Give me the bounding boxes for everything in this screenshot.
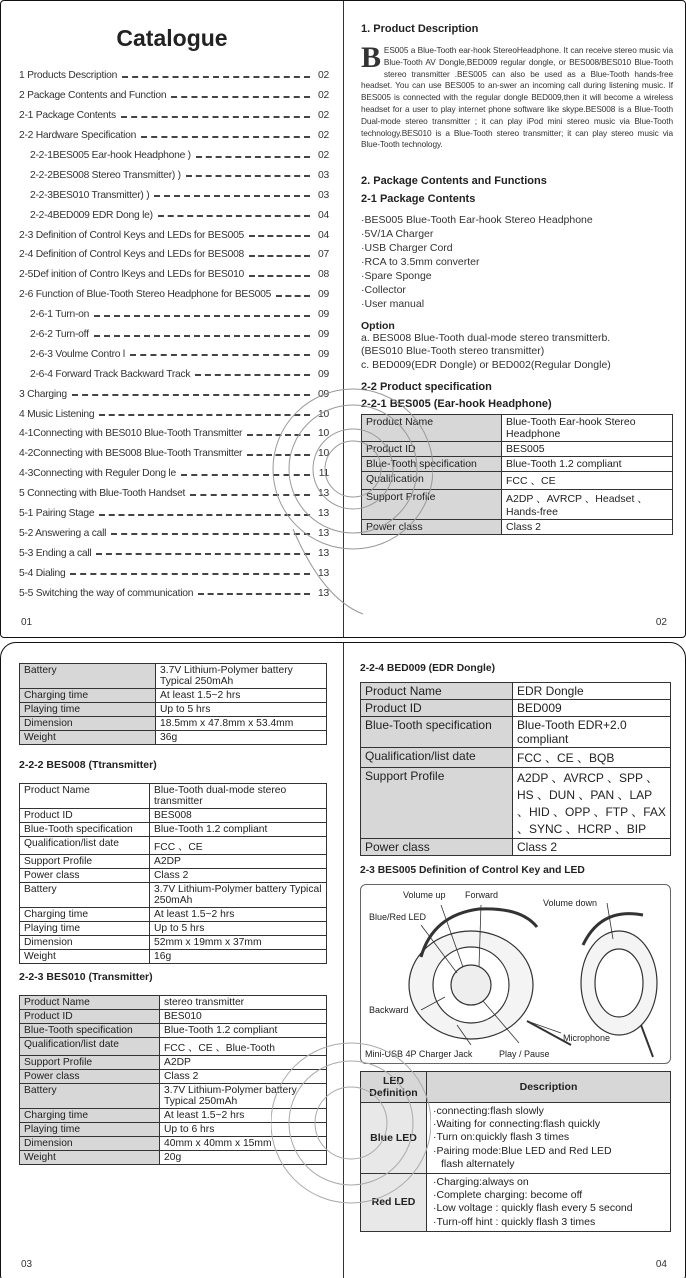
table-row xyxy=(361,1174,671,1232)
spec-value: BES005 xyxy=(502,441,673,456)
led-name: Blue LED xyxy=(361,1103,427,1174)
list-item: · Charging:always on xyxy=(433,1176,666,1189)
spec-key: Playing time xyxy=(20,922,150,936)
table-row xyxy=(361,748,671,768)
toc-entry-title: 2-6 Function of Blue-Tooth Stereo Headphone for BES005 xyxy=(19,289,272,301)
spec-value: 20g xyxy=(160,1151,327,1165)
toc-page-number: 13 xyxy=(318,508,329,520)
subsection-heading: 2-2-1 BES005 (Ear-hook Headphone) xyxy=(361,397,552,410)
spec-key: Charging time xyxy=(20,908,150,922)
spec-key: Product ID xyxy=(20,1010,160,1024)
toc-entry xyxy=(19,245,329,265)
spec-key: Support Profile xyxy=(20,1056,160,1070)
toc-entry-title: 2-2 Hardware Specification xyxy=(19,130,137,142)
table-row xyxy=(20,869,327,883)
toc-page-number: 09 xyxy=(318,289,329,301)
toc-leader xyxy=(154,195,310,197)
spec-value: Blue-Tooth 1.2 compliant xyxy=(150,823,327,837)
toc-entry xyxy=(19,146,329,166)
list-item: · User manual xyxy=(361,298,673,312)
spec-value: Class 2 xyxy=(502,519,673,534)
toc-leader xyxy=(247,434,310,436)
toc-entry-title: 5-4 Dialing xyxy=(19,567,66,579)
section-heading: 1. Product Description xyxy=(361,23,479,35)
spec-key: Support Profile xyxy=(361,768,513,839)
spec-value: FCC 、CE 、Blue-Tooth xyxy=(160,1038,327,1056)
toc-leader xyxy=(195,374,310,376)
spec-value: A2DP 、AVRCP 、SPP 、HS 、DUN 、PAN 、LAP 、HID 、OPP 、FTP 、FAX 、SYNC 、HCRP 、BIP xyxy=(513,768,671,839)
table-row xyxy=(362,489,673,519)
spec-key: Weight xyxy=(20,731,156,745)
toc-entry xyxy=(19,126,329,146)
toc-entry-title: 5-5 Switching the way of communication xyxy=(19,587,194,599)
toc-entry xyxy=(19,404,329,424)
led-description-list xyxy=(427,1103,670,1173)
toc-entry xyxy=(19,424,329,444)
toc-leader xyxy=(181,474,310,476)
list-item: · Spare Sponge xyxy=(361,270,673,284)
toc-entry xyxy=(19,86,329,106)
table-row xyxy=(361,717,671,748)
spec-key: Battery xyxy=(20,883,150,908)
spec-value: 16g xyxy=(150,950,327,964)
spec-table-bes005 xyxy=(361,414,673,535)
toc-entry xyxy=(19,305,329,325)
spec-key: Dimension xyxy=(20,717,156,731)
toc-entry xyxy=(19,563,329,583)
toc-entry xyxy=(19,523,329,543)
table-row xyxy=(20,837,327,855)
label-play-pause: Play / Pause xyxy=(499,1049,550,1059)
spec-key: Power class xyxy=(20,869,150,883)
table-row xyxy=(20,950,327,964)
spec-key: Support Profile xyxy=(20,855,150,869)
toc-page-number: 10 xyxy=(318,428,329,440)
toc-entry-title: 2-2-2BES008 Stereo Transmitter) ) xyxy=(30,169,181,181)
page-catalogue xyxy=(1,1,344,637)
table-row xyxy=(20,689,327,703)
label-backward: Backward xyxy=(369,1005,409,1015)
spec-key: Blue-Tooth specification xyxy=(20,823,150,837)
spec-value: 18.5mm x 47.8mm x 53.4mm xyxy=(156,717,327,731)
spec-table-bes005-continued xyxy=(19,663,327,745)
toc-entry-title: 2-6-2 Turn-off xyxy=(30,329,89,341)
column-header: Description xyxy=(427,1072,671,1103)
toc-entry-title: 2-6-3 Voulme Contro l xyxy=(30,348,125,360)
toc-page-number: 09 xyxy=(318,309,329,321)
spec-key: Product Name xyxy=(361,683,513,700)
spec-value: BED009 xyxy=(513,700,671,717)
table-row xyxy=(20,703,327,717)
toc-entry xyxy=(19,464,329,484)
spec-value: Blue-Tooth EDR+2.0 compliant xyxy=(513,717,671,748)
options-list xyxy=(361,332,673,373)
toc-leader xyxy=(249,255,310,257)
spec-key: Power class xyxy=(20,1070,160,1084)
toc-entry-title: 5 Connecting with Blue-Tooth Handset xyxy=(19,488,186,500)
option-item: (BES010 Blue-Tooth stereo transmitter) xyxy=(361,345,545,358)
spec-key: Support Profile xyxy=(362,489,502,519)
toc-entry xyxy=(19,185,329,205)
table-row xyxy=(20,1070,327,1084)
spec-key: Product Name xyxy=(362,414,502,441)
headset-figure xyxy=(360,884,671,1064)
spec-value: Up to 6 hrs xyxy=(160,1123,327,1137)
toc-entry-title: 2-5Def inition of Contro lKeys and LEDs for BES010 xyxy=(19,269,245,281)
list-item: · USB Charger Cord xyxy=(361,242,673,256)
page-product-description xyxy=(344,1,686,637)
table-row xyxy=(361,839,671,856)
toc-leader xyxy=(158,215,310,217)
toc-page-number: 02 xyxy=(318,110,329,122)
toc-entry-title: 2-2-3BES010 Transmitter) ) xyxy=(30,189,150,201)
toc-entry xyxy=(19,285,329,305)
toc-entry-title: 2-6-4 Forward Track Backward Track xyxy=(30,368,191,380)
toc-entry xyxy=(19,325,329,345)
top-spread xyxy=(0,0,686,638)
spec-value: Blue-Tooth 1.2 compliant xyxy=(502,456,673,471)
toc-page-number: 04 xyxy=(318,209,329,221)
toc-page-number: 08 xyxy=(318,269,329,281)
table-row xyxy=(20,717,327,731)
table-row xyxy=(361,683,671,700)
label-charger-jack: Mini-USB 4P Charger Jack xyxy=(365,1049,473,1059)
spec-value: A2DP xyxy=(150,855,327,869)
toc-leader xyxy=(141,136,310,138)
spec-value: Blue-Tooth dual-mode stereo transmitter xyxy=(150,784,327,809)
toc-entry xyxy=(19,484,329,504)
toc-entry xyxy=(19,344,329,364)
toc-page-number: 02 xyxy=(318,130,329,142)
list-item: · Complete charging: become off xyxy=(433,1189,666,1202)
table-row xyxy=(20,1056,327,1070)
spec-value: FCC 、CE xyxy=(150,837,327,855)
table-row xyxy=(20,1024,327,1038)
label-microphone: Microphone xyxy=(563,1033,611,1043)
package-contents-list xyxy=(361,214,673,311)
spec-value: 3.7V Lithium-Polymer battery Typical 250mAh xyxy=(150,883,327,908)
label-blue-red-led: Blue/Red LED xyxy=(369,912,427,922)
toc-page-number: 09 xyxy=(318,329,329,341)
spec-value: 3.7V Lithium-Polymer battery Typical 250mAh xyxy=(160,1084,327,1109)
spec-value: Blue-Tooth Ear-hook Stereo Headphone xyxy=(502,414,673,441)
toc-entry xyxy=(19,384,329,404)
list-item: · Waiting for connecting:flash quickly xyxy=(433,1118,666,1131)
spec-value: EDR Dongle xyxy=(513,683,671,700)
table-row xyxy=(20,855,327,869)
table-row xyxy=(20,731,327,745)
spec-key: Weight xyxy=(20,1151,160,1165)
toc-page-number: 10 xyxy=(318,448,329,460)
toc-leader xyxy=(196,156,310,158)
table-row xyxy=(20,996,327,1010)
toc-page-number: 02 xyxy=(318,90,329,102)
toc-entry xyxy=(19,504,329,524)
spec-key: Playing time xyxy=(20,1123,160,1137)
table-row xyxy=(362,441,673,456)
toc-entry-title: 5-3 Ending a call xyxy=(19,547,92,559)
spec-key: Battery xyxy=(20,664,156,689)
spec-key: Power class xyxy=(361,839,513,856)
led-definition-table xyxy=(360,1071,671,1232)
toc-leader xyxy=(190,494,310,496)
table-of-contents xyxy=(1,66,343,603)
spec-value: FCC 、CE xyxy=(502,471,673,489)
page-number: 04 xyxy=(655,1259,667,1270)
spec-key: Qualification/list date xyxy=(20,837,150,855)
toc-leader xyxy=(111,533,310,535)
toc-page-number: 07 xyxy=(318,249,329,261)
spec-key: Dimension xyxy=(20,1137,160,1151)
toc-entry-title: 4 Music Listening xyxy=(19,408,95,420)
table-row xyxy=(361,1103,671,1174)
spec-value: Class 2 xyxy=(513,839,671,856)
toc-entry xyxy=(19,265,329,285)
led-description xyxy=(427,1174,671,1232)
toc-entry-title: 2-4 Definition of Control Keys and LEDs for BES008 xyxy=(19,249,245,261)
spec-value: Blue-Tooth 1.2 compliant xyxy=(160,1024,327,1038)
toc-page-number: 13 xyxy=(318,547,329,559)
page-number: 03 xyxy=(21,1259,33,1270)
table-row xyxy=(20,1109,327,1123)
toc-page-number: 13 xyxy=(318,527,329,539)
spec-key: Dimension xyxy=(20,936,150,950)
toc-leader xyxy=(171,96,310,98)
toc-leader xyxy=(99,414,310,416)
toc-leader xyxy=(94,335,310,337)
toc-entry xyxy=(19,583,329,603)
spec-key: Product Name xyxy=(20,996,160,1010)
toc-page-number: 02 xyxy=(318,70,329,82)
spec-key: Product Name xyxy=(20,784,150,809)
led-name: Red LED xyxy=(361,1174,427,1232)
table-row xyxy=(20,1010,327,1024)
option-item: a. BES008 Blue-Tooth dual-mode stereo transmitterb. xyxy=(361,331,611,344)
spec-value: BES008 xyxy=(150,809,327,823)
spec-key: Qualification/list date xyxy=(361,748,513,768)
spec-value: Up to 5 hrs xyxy=(156,703,327,717)
list-item: · connecting:flash slowly xyxy=(433,1105,666,1118)
spec-key: Product ID xyxy=(361,700,513,717)
spec-key: Product ID xyxy=(20,809,150,823)
spec-value: Class 2 xyxy=(160,1070,327,1084)
subsection-heading: 2-3 BES005 Definition of Control Key and LED xyxy=(360,865,585,876)
page-number: 02 xyxy=(655,617,667,628)
spec-key: Blue-Tooth specification xyxy=(20,1024,160,1038)
toc-page-number: 13 xyxy=(318,488,329,500)
table-row xyxy=(362,414,673,441)
led-table-body xyxy=(361,1103,671,1232)
spec-value: At least 1.5~2 hrs xyxy=(156,689,327,703)
spec-key: Playing time xyxy=(20,703,156,717)
list-item: · Collector xyxy=(361,284,673,298)
toc-page-number: 03 xyxy=(318,189,329,201)
label-volume-down: Volume down xyxy=(543,898,598,908)
toc-page-number: 09 xyxy=(318,348,329,360)
page-number: 01 xyxy=(21,617,33,628)
list-item: · RCA to 3.5mm converter xyxy=(361,256,673,270)
toc-entry xyxy=(19,205,329,225)
spec-value: BES010 xyxy=(160,1010,327,1024)
spec-value: 36g xyxy=(156,731,327,745)
table-row xyxy=(20,1151,327,1165)
table-row xyxy=(20,908,327,922)
toc-leader xyxy=(99,514,310,516)
subsection-heading: 2-2-2 BES008 (Ttransmitter) xyxy=(19,759,157,771)
toc-entry xyxy=(19,364,329,384)
toc-entry xyxy=(19,444,329,464)
toc-entry xyxy=(19,165,329,185)
spec-value: 40mm x 40mm x 15mm xyxy=(160,1137,327,1151)
table-row xyxy=(20,1123,327,1137)
description-paragraph xyxy=(361,41,673,151)
table-row xyxy=(20,936,327,950)
table-row xyxy=(20,883,327,908)
spec-table-bes008 xyxy=(19,783,327,964)
table-row xyxy=(20,1137,327,1151)
spec-key: Charging time xyxy=(20,689,156,703)
section-heading: 2. Package Contents and Functions xyxy=(361,175,547,188)
toc-entry-title: 2-6-1 Turn-on xyxy=(30,309,90,321)
table-row xyxy=(20,784,327,809)
toc-leader xyxy=(249,275,310,277)
spec-table-bes010 xyxy=(19,995,327,1165)
table-row xyxy=(20,823,327,837)
toc-page-number: 03 xyxy=(318,169,329,181)
table-row xyxy=(362,456,673,471)
toc-entry xyxy=(19,66,329,86)
table-row xyxy=(20,664,327,689)
spec-key: Power class xyxy=(362,519,502,534)
catalogue-title: Catalogue xyxy=(116,25,228,51)
spec-key: Qualification xyxy=(362,471,502,489)
table-row xyxy=(362,519,673,534)
subsection-heading: 2-1 Package Contents xyxy=(361,193,476,206)
spec-key: Weight xyxy=(20,950,150,964)
list-item: · Turn-off hint : quickly flash 3 times xyxy=(433,1216,666,1229)
toc-entry-title: 2-2-4BED009 EDR Dong le) xyxy=(30,209,153,221)
toc-page-number: 13 xyxy=(318,567,329,579)
column-header: LED Definition xyxy=(361,1072,427,1103)
toc-entry-title: 1 Products Description xyxy=(19,70,118,82)
toc-entry xyxy=(19,543,329,563)
spec-value: FCC 、CE 、BQB xyxy=(513,748,671,768)
subsection-heading: 2-2-4 BED009 (EDR Dongle) xyxy=(360,663,496,674)
spec-key: Product ID xyxy=(362,441,502,456)
list-item: flash alternately xyxy=(441,1157,515,1170)
toc-page-number: 13 xyxy=(318,587,329,599)
toc-leader xyxy=(249,235,310,237)
table-header-row xyxy=(361,1072,671,1103)
toc-page-number: 04 xyxy=(318,229,329,241)
spec-value: A2DP 、AVRCP 、Headset 、Hands-free xyxy=(502,489,673,519)
list-item: · Pairing mode:Blue LED and Red LED xyxy=(433,1145,666,1158)
spec-value: A2DP xyxy=(160,1056,327,1070)
subsection-heading: 2-2-3 BES010 (Transmitter) xyxy=(19,971,153,983)
label-forward: Forward xyxy=(465,890,499,900)
toc-entry-title: 5-1 Pairing Stage xyxy=(19,508,95,520)
toc-leader xyxy=(121,116,310,118)
description-text: ES005 a Blue-Tooth ear-hook StereoHeadphone. It can receive stereo music via Blue-Tooth AV Dongle,BED009 regular dongle, or BES008/BES010 Blue-Tooth stereo transmitter .BES005 can also be used as a Blue-Tooth hands-free headset. You can use BES005 to an-swer an incoming call during listening music. If BES005 is connected with the regular dongle BED009,then it will become a wireless headset for a user to play internet phone software like skype.BES008 is a Blue-Tooth Dual-mode stereo transmitter ; it can play iPod mini stereo music via Blue-Tooth technology.BES010 is a Blue-Tooth stereo transmitter; it can play stereo music via Blue-Tooth technology. xyxy=(361,45,673,150)
spec-key: Blue-Tooth specification xyxy=(361,717,513,748)
table-row xyxy=(20,1084,327,1109)
toc-leader xyxy=(276,295,310,297)
toc-entry-title: 4-3Connecting with Reguler Dong le xyxy=(19,468,176,480)
spec-key: Qualification/list date xyxy=(20,1038,160,1056)
toc-leader xyxy=(72,394,310,396)
page-controls xyxy=(344,643,686,1278)
list-item: · BES005 Blue-Tooth Ear-hook Stereo Headphone xyxy=(361,214,673,228)
toc-entry xyxy=(19,225,329,245)
toc-entry-title: 2 Package Contents and Function xyxy=(19,90,167,102)
toc-entry-title: 3 Charging xyxy=(19,388,67,400)
toc-leader xyxy=(96,553,310,555)
label-volume-up: Volume up xyxy=(403,890,446,900)
spec-value: 52mm x 19mm x 37mm xyxy=(150,936,327,950)
option-item: c. BED009(EDR Dongle) or BED002(Regular Dongle) xyxy=(361,359,611,372)
option-heading: Option xyxy=(361,319,395,332)
spec-value: Class 2 xyxy=(150,869,327,883)
spec-key: Charging time xyxy=(20,1109,160,1123)
toc-entry xyxy=(19,106,329,126)
spec-value: At least 1.5~2 hrs xyxy=(150,908,327,922)
toc-leader xyxy=(70,573,310,575)
toc-page-number: 10 xyxy=(318,408,329,420)
spec-key: Battery xyxy=(20,1084,160,1109)
table-row xyxy=(361,700,671,717)
toc-entry-title: 4-2Connecting with BES008 Blue-Tooth Transmitter xyxy=(19,448,243,460)
drop-cap: B xyxy=(361,41,381,74)
toc-leader xyxy=(122,76,310,78)
toc-page-number: 02 xyxy=(318,150,329,161)
toc-leader xyxy=(94,315,310,317)
toc-entry-title: 5-2 Answering a call xyxy=(19,527,107,539)
toc-entry-title: 2-1 Package Contents xyxy=(19,110,116,122)
toc-page-number: 09 xyxy=(318,388,329,400)
list-item: · Turn on:quickly flash 3 times xyxy=(433,1131,666,1144)
toc-leader xyxy=(130,354,310,356)
spec-key: Blue-Tooth specification xyxy=(362,456,502,471)
spec-value: Up to 5 hrs xyxy=(150,922,327,936)
table-row xyxy=(361,768,671,839)
table-row xyxy=(362,471,673,489)
table-row xyxy=(20,809,327,823)
toc-leader xyxy=(186,175,310,177)
toc-leader xyxy=(198,593,310,595)
table-row xyxy=(20,922,327,936)
spec-value: stereo transmitter xyxy=(160,996,327,1010)
toc-page-number: 09 xyxy=(318,368,329,380)
toc-entry-title: 2-2-1BES005 Ear-hook Headphone ) xyxy=(30,150,191,161)
table-row xyxy=(20,1038,327,1056)
led-description xyxy=(427,1103,671,1174)
toc-leader xyxy=(247,454,310,456)
page-specifications xyxy=(1,643,344,1278)
list-item: · Low voltage : quickly flash every 5 second xyxy=(433,1202,666,1215)
led-description-list xyxy=(427,1174,670,1231)
toc-page-number: 11 xyxy=(318,468,329,480)
list-item: · 5V/1A Charger xyxy=(361,228,673,242)
spec-value: 3.7V Lithium-Polymer battery Typical 250mAh xyxy=(156,664,327,689)
toc-entry-title: 4-1Connecting with BES010 Blue-Tooth Transmitter xyxy=(19,428,243,440)
toc-entry-title: 2-3 Definition of Control Keys and LEDs for BES005 xyxy=(19,229,245,241)
bottom-spread xyxy=(0,642,686,1278)
spec-value: At least 1.5~2 hrs xyxy=(160,1109,327,1123)
subsection-heading: 2-2 Product specification xyxy=(361,380,492,393)
spec-table-bed009 xyxy=(360,682,671,856)
